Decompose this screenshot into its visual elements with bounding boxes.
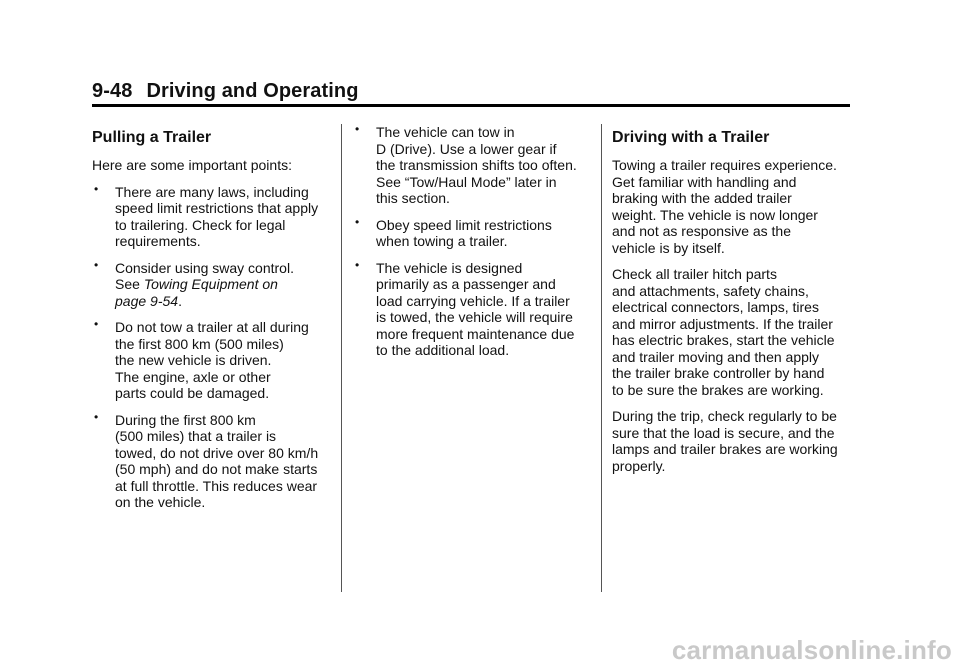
text-line: and attachments, safety chains, xyxy=(612,282,809,299)
watermark-text: carmanualsonline.info xyxy=(671,635,952,665)
column-divider-left xyxy=(341,124,342,592)
text-line: to trailering. Check for legal xyxy=(115,216,286,233)
text-line: During the first 800 km xyxy=(115,411,256,428)
text-line: braking with the added trailer xyxy=(612,190,792,206)
text-line: Do not tow a trailer at all during xyxy=(115,319,309,335)
text-line: has electric brakes, start the vehicle xyxy=(612,332,835,348)
list-item xyxy=(92,319,330,402)
text-line: There are many laws, including xyxy=(115,183,309,200)
text-line: speed limit restrictions that apply xyxy=(115,200,319,216)
text-line: is towed, the vehicle will require xyxy=(376,309,573,325)
text-line: During the trip, check regularly to be xyxy=(612,408,837,424)
text-line: electrical connectors, lamps, tires xyxy=(612,299,819,315)
text-line: more frequent maintenance due xyxy=(376,325,575,342)
bullet-icon: • xyxy=(355,122,360,136)
text-line: primarily as a passenger and xyxy=(376,276,556,292)
text-line: when towing a trailer. xyxy=(376,233,508,249)
text-line: the new vehicle is driven. xyxy=(115,352,272,368)
section-heading-pulling-a-trailer: Pulling a Trailer xyxy=(92,129,212,146)
column-divider-right xyxy=(601,124,602,592)
text-line: the first 800 km (500 miles) xyxy=(115,335,284,352)
text-line: requirements. xyxy=(115,233,201,249)
bullet-icon: • xyxy=(94,181,99,196)
column-2 xyxy=(353,124,591,369)
intro-text: Here are some important points: xyxy=(92,157,292,173)
see-suffix: . xyxy=(178,292,182,309)
text-line xyxy=(115,276,330,293)
text-line: See “Tow/Haul Mode” later in xyxy=(376,173,557,190)
column-3 xyxy=(612,128,850,484)
page-header xyxy=(92,80,359,103)
text-line: towed, do not drive over 80 km/h xyxy=(115,444,319,461)
paragraph xyxy=(612,266,850,398)
bullet-icon: • xyxy=(355,257,360,272)
list-item xyxy=(92,257,330,310)
bullet-list-pulling xyxy=(92,181,330,511)
list-item xyxy=(353,124,591,207)
text-line: the trailer brake controller by hand xyxy=(612,365,825,381)
text-line: The vehicle is designed xyxy=(376,259,523,276)
header-rule xyxy=(92,104,850,107)
text-line: sure that the load is secure, and the xyxy=(612,424,835,441)
chapter-title: Driving and Operating xyxy=(146,80,359,102)
text-line: load carrying vehicle. If a trailer xyxy=(376,292,570,309)
text-line: The vehicle can tow in xyxy=(376,124,515,140)
text-line: Obey speed limit restrictions xyxy=(376,216,552,233)
text-line xyxy=(115,293,330,310)
text-line: the transmission shifts too often. xyxy=(376,157,577,173)
column-1 xyxy=(92,128,330,521)
text-line: Get familiar with handling and xyxy=(612,173,797,190)
cross-reference-link[interactable]: Towing Equipment on xyxy=(143,276,278,292)
text-line: lamps and trailer brakes are working xyxy=(612,441,838,457)
paragraph xyxy=(612,408,850,474)
text-line: and mirror adjustments. If the trailer xyxy=(612,315,833,332)
bullet-icon: • xyxy=(94,257,99,272)
text-line: Consider using sway control. xyxy=(115,259,294,276)
bullet-icon: • xyxy=(94,317,99,331)
text-line: to be sure the brakes are working. xyxy=(612,381,824,398)
section-heading-driving-with-a-trailer: Driving with a Trailer xyxy=(612,129,770,146)
text-line: and not as responsive as the xyxy=(612,223,792,239)
bullet-list-continued xyxy=(353,124,591,359)
text-line: weight. The vehicle is now longer xyxy=(612,206,818,223)
text-line: to the additional load. xyxy=(376,342,510,358)
list-item xyxy=(353,214,591,250)
see-prefix: See xyxy=(115,276,144,292)
text-line: on the vehicle. xyxy=(115,494,206,510)
text-line: The engine, axle or other xyxy=(115,368,271,385)
cross-reference-page[interactable]: page 9-54 xyxy=(115,292,179,309)
bullet-icon: • xyxy=(355,214,360,229)
text-line: (50 mph) and do not make starts xyxy=(115,461,318,477)
text-line: parts could be damaged. xyxy=(115,385,270,401)
page-number: 9-48 xyxy=(92,80,133,102)
text-line: and trailer moving and then apply xyxy=(612,348,820,365)
list-item xyxy=(92,409,330,511)
text-line: Towing a trailer requires experience. xyxy=(612,157,837,173)
text-line: at full throttle. This reduces wear xyxy=(115,477,318,494)
text-line: vehicle is by itself. xyxy=(612,239,725,256)
list-item xyxy=(92,181,330,250)
text-line: (500 miles) that a trailer is xyxy=(115,428,277,444)
list-item xyxy=(353,257,591,359)
bullet-icon: • xyxy=(94,409,99,424)
text-line: properly. xyxy=(612,457,666,474)
paragraph xyxy=(612,157,850,256)
text-line: Check all trailer hitch parts xyxy=(612,266,777,282)
text-line: this section. xyxy=(376,190,450,206)
text-line: D (Drive). Use a lower gear if xyxy=(376,140,557,157)
